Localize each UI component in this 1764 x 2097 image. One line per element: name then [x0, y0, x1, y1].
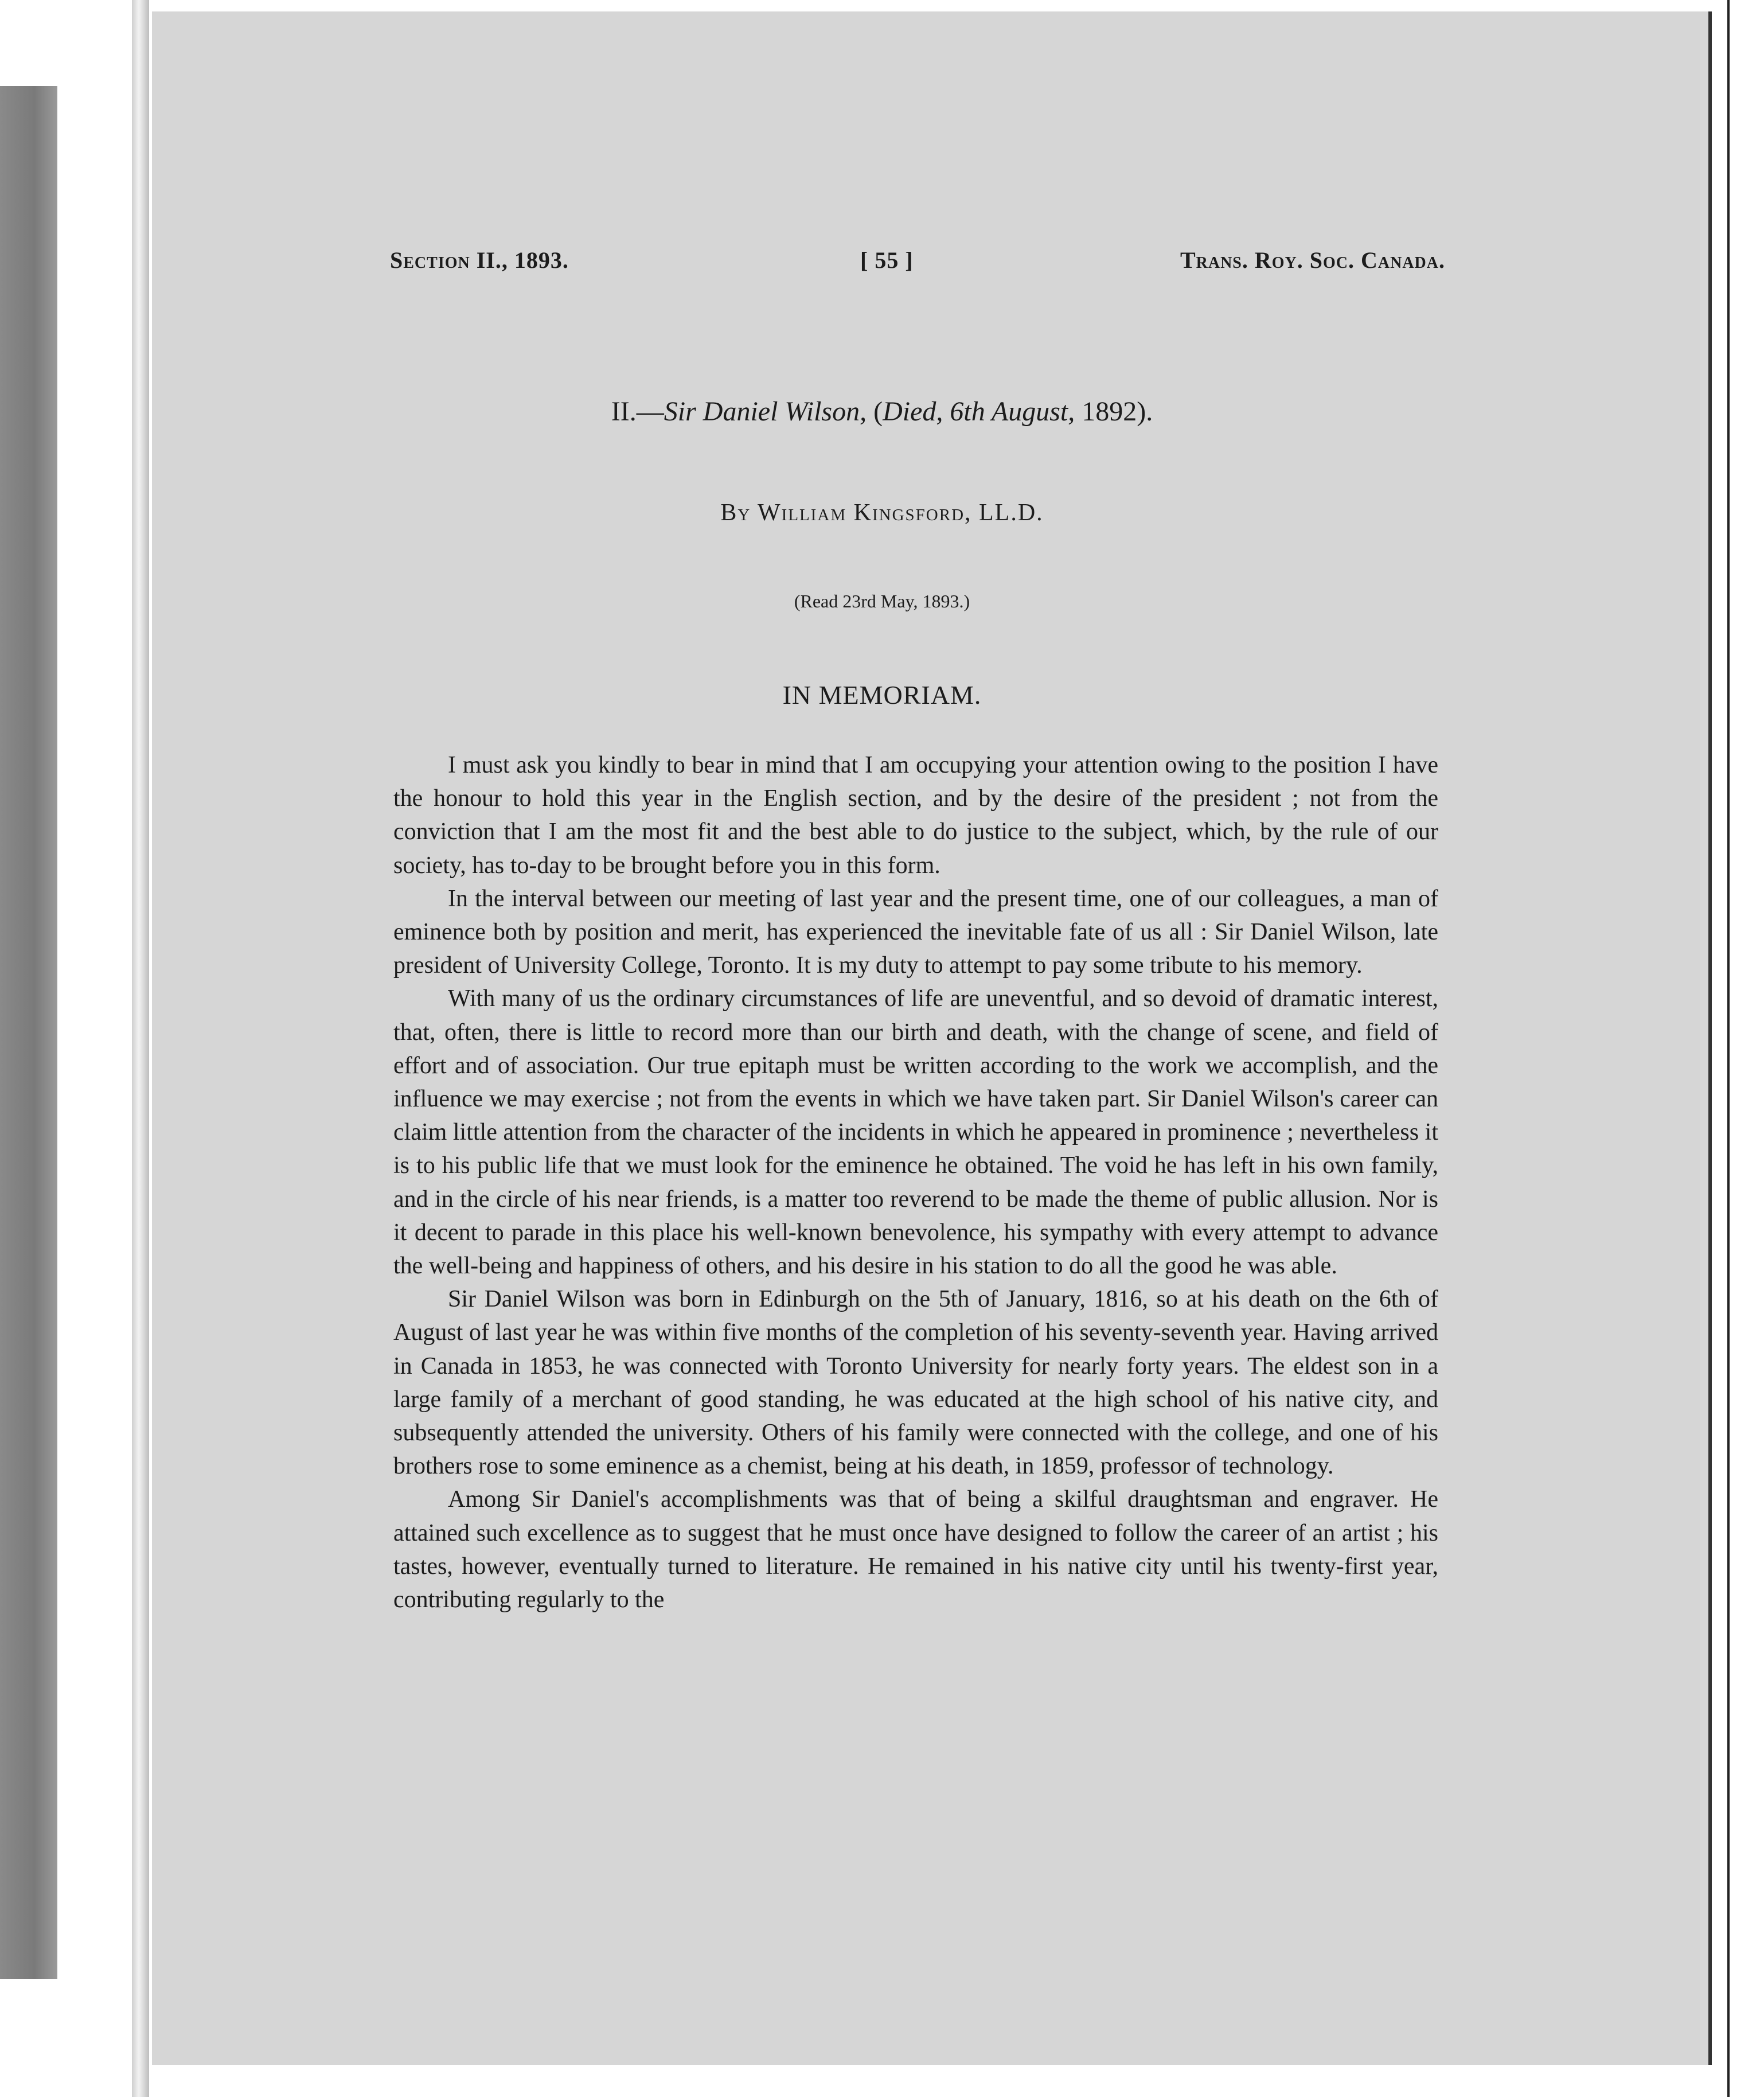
title-name: Sir Daniel Wilson,: [664, 396, 867, 427]
title-died: Died, 6th August,: [883, 396, 1075, 427]
paragraph: I must ask you kindly to bear in mind that I am occupying your attention owing to the position I have the honour to hold this year in the English section, and by the desire of the president ; not from the conviction that I am the most fit and the best able to do justice to the subject, which, by the rule of our society, has to-day to be brought before you in this form.: [393, 752, 1438, 879]
title-died-open: (: [873, 396, 883, 427]
title-numeral: II.—: [611, 396, 664, 427]
paragraph: With many of us the ordinary circumstances of life are uneventful, and so devoid of dramatic interest, that, often, there is little to record more than our birth and death, with the change of scene, and field of effort and of association. Our true epitaph must be written according to the work we accomplish, and the influence we may exercise ; not from the events in which we have taken part. Sir Daniel Wilson's career can claim little attention from the character of the incidents in which he appeared in prominence ; nevertheless it is to his public life that we must look for the eminence he obtained. The void he has left in his own family, and in the circle of his near friends, is a matter too reverend to be made the theme of public allusion. Nor is it decent to parade in this place his well-known benevolence, his sympathy with every attempt to advance the well-being and happiness of others, and his desire in his station to do all the good he was able.: [393, 985, 1438, 1280]
header-page-number: [ 55 ]: [860, 247, 914, 273]
section-heading: IN MEMORIAM.: [782, 680, 982, 710]
page-fold: [132, 0, 149, 2097]
scan-background-strip: [0, 86, 57, 1979]
header-section: Section II., 1893.: [390, 247, 569, 273]
paragraph: In the interval between our meeting of last year and the present time, one of our colleagues, a man of eminence both by position and merit, has experienced the inevitable fate of us all : Sir Daniel Wilson, late president of University College, Toronto. It is my duty to attempt to pay some tribute to his memory.: [393, 885, 1438, 979]
read-date-note: (Read 23rd May, 1893.): [794, 591, 970, 611]
paragraph: Among Sir Daniel's accomplishments was that of being a skilful draughtsman and engraver. He attained such excellence as to suggest that he must once have designed to follow the career of an artist ; his tastes, however, eventually turned to literature. He remained in his native city until his twenty-first year, contributing regularly to the: [393, 1486, 1438, 1613]
running-header: [390, 247, 1445, 281]
title-year: 1892).: [1082, 396, 1153, 427]
paragraph: Sir Daniel Wilson was born in Edinburgh on the 5th of January, 1816, so at his death on the 6th of August of last year he was within five months of the completion of his seventy-seventh year. Having arrived in Canada in 1853, he was connected with Toronto University for nearly forty years. The eldest son in a large family of a merchant of good standing, he was educated at the high school of his native city, and subsequently attended the university. Others of his family were connected with the college, and one of his brothers rose to some eminence as a chemist, being at his death, in 1859, professor of technology.: [393, 1286, 1438, 1480]
author-byline: By William Kingsford, LL.D.: [720, 500, 1044, 526]
header-journal: Trans. Roy. Soc. Canada.: [1180, 247, 1445, 273]
article-body: [393, 749, 1438, 1616]
page-edge-line: [1727, 0, 1730, 2097]
article-title: [0, 396, 1764, 427]
